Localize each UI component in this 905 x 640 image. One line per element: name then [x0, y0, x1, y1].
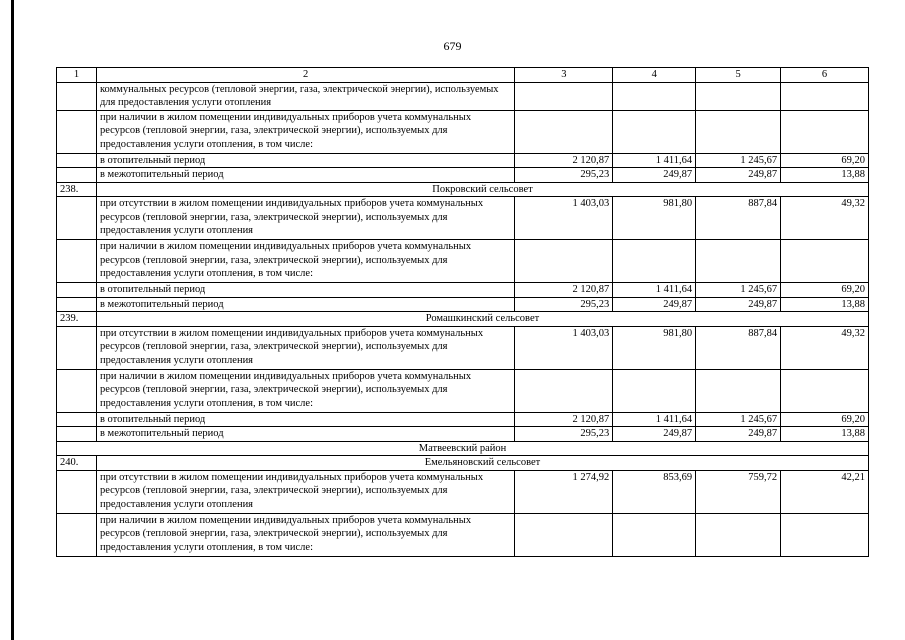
value-cell: 249,87 [613, 427, 696, 442]
value-cell [613, 513, 696, 556]
value-cell: 13,88 [781, 427, 869, 442]
value-cell: 1 411,64 [613, 153, 696, 168]
section-row [57, 312, 869, 327]
row-description: при наличии в жилом помещении индивидуальных приборов учета коммунальных ресурсов (тепловой энергии, газа, электрической энергии), используемых для предоставления услуги отопления, в том числе: [96, 369, 514, 412]
table-body [57, 82, 869, 556]
page-margin-bar [11, 0, 14, 640]
value-cell [781, 369, 869, 412]
value-cell: 1 245,67 [696, 153, 781, 168]
district-row [57, 441, 869, 456]
value-cell: 2 120,87 [515, 283, 613, 298]
value-cell: 295,23 [515, 427, 613, 442]
section-row [57, 182, 869, 197]
table-row [57, 412, 869, 427]
value-cell: 887,84 [696, 197, 781, 240]
row-number-cell [57, 412, 97, 427]
row-number-cell [57, 240, 97, 283]
value-cell: 249,87 [696, 297, 781, 312]
table-row [57, 326, 869, 369]
table-header-row [57, 68, 869, 83]
row-description: при отсутствии в жилом помещении индивидуальных приборов учета коммунальных ресурсов (тепловой энергии, газа, электрической энергии), используемых для предоставления услуги отопления [96, 197, 514, 240]
row-description: в отопительный период [96, 412, 514, 427]
page-number: 679 [443, 39, 462, 53]
table-row [57, 283, 869, 298]
row-number-cell [57, 168, 97, 183]
value-cell: 69,20 [781, 153, 869, 168]
value-cell [781, 513, 869, 556]
row-description: коммунальных ресурсов (тепловой энергии, газа, электрической энергии), используемых для предоставления услуги отопления [96, 82, 514, 110]
section-title: Емельяновский сельсовет [96, 456, 868, 471]
value-cell: 2 120,87 [515, 412, 613, 427]
section-title: Ромашкинский сельсовет [96, 312, 868, 327]
value-cell [696, 240, 781, 283]
section-number: 239. [57, 312, 97, 327]
value-cell [515, 110, 613, 153]
value-cell [515, 82, 613, 110]
value-cell: 1 274,92 [515, 470, 613, 513]
value-cell: 1 403,03 [515, 197, 613, 240]
value-cell: 981,80 [613, 326, 696, 369]
value-cell [613, 369, 696, 412]
row-number-cell [57, 369, 97, 412]
value-cell: 1 411,64 [613, 283, 696, 298]
table-row [57, 513, 869, 556]
value-cell [781, 240, 869, 283]
table-row [57, 82, 869, 110]
value-cell [613, 82, 696, 110]
row-number-cell [57, 197, 97, 240]
row-number-cell [57, 283, 97, 298]
column-header: 1 [57, 68, 97, 83]
column-header: 2 [96, 68, 514, 83]
column-header: 3 [515, 68, 613, 83]
table-row [57, 427, 869, 442]
row-description: в отопительный период [96, 283, 514, 298]
row-number-cell [57, 513, 97, 556]
row-number-cell [57, 297, 97, 312]
section-row [57, 456, 869, 471]
column-header: 4 [613, 68, 696, 83]
district-title: Матвеевский район [57, 441, 869, 456]
row-description: при наличии в жилом помещении индивидуальных приборов учета коммунальных ресурсов (тепловой энергии, газа, электрической энергии), используемых для предоставления услуги отопления, в том числе: [96, 240, 514, 283]
value-cell [613, 110, 696, 153]
value-cell: 49,32 [781, 326, 869, 369]
value-cell: 295,23 [515, 168, 613, 183]
value-cell: 1 403,03 [515, 326, 613, 369]
table-row [57, 110, 869, 153]
value-cell: 1 411,64 [613, 412, 696, 427]
value-cell: 13,88 [781, 297, 869, 312]
row-description: при наличии в жилом помещении индивидуальных приборов учета коммунальных ресурсов (тепловой энергии, газа, электрической энергии), используемых для предоставления услуги отопления, в том числе: [96, 110, 514, 153]
row-description: в межотопительный период [96, 168, 514, 183]
row-number-cell [57, 470, 97, 513]
table-row [57, 240, 869, 283]
value-cell: 249,87 [696, 427, 781, 442]
value-cell [515, 369, 613, 412]
row-description: в отопительный период [96, 153, 514, 168]
value-cell: 887,84 [696, 326, 781, 369]
row-number-cell [57, 153, 97, 168]
row-number-cell [57, 110, 97, 153]
value-cell: 759,72 [696, 470, 781, 513]
value-cell: 853,69 [613, 470, 696, 513]
row-number-cell [57, 326, 97, 369]
section-number: 240. [57, 456, 97, 471]
section-title: Покровский сельсовет [96, 182, 868, 197]
value-cell: 2 120,87 [515, 153, 613, 168]
value-cell: 249,87 [613, 297, 696, 312]
value-cell [781, 82, 869, 110]
tariff-table [56, 67, 869, 557]
row-description: при наличии в жилом помещении индивидуальных приборов учета коммунальных ресурсов (тепловой энергии, газа, электрической энергии), используемых для предоставления услуги отопления, в том числе: [96, 513, 514, 556]
value-cell [696, 513, 781, 556]
table-row [57, 168, 869, 183]
row-number-cell [57, 427, 97, 442]
value-cell: 295,23 [515, 297, 613, 312]
row-description: при отсутствии в жилом помещении индивидуальных приборов учета коммунальных ресурсов (тепловой энергии, газа, электрической энергии), используемых для предоставления услуги отопления [96, 326, 514, 369]
table-row [57, 470, 869, 513]
table-row [57, 197, 869, 240]
value-cell [696, 110, 781, 153]
row-description: при отсутствии в жилом помещении индивидуальных приборов учета коммунальных ресурсов (тепловой энергии, газа, электрической энергии), используемых для предоставления услуги отопления [96, 470, 514, 513]
value-cell: 42,21 [781, 470, 869, 513]
table-row [57, 369, 869, 412]
row-description: в межотопительный период [96, 427, 514, 442]
table-row [57, 297, 869, 312]
table-row [57, 153, 869, 168]
column-header: 5 [696, 68, 781, 83]
value-cell: 1 245,67 [696, 412, 781, 427]
value-cell: 249,87 [613, 168, 696, 183]
column-header: 6 [781, 68, 869, 83]
value-cell: 69,20 [781, 412, 869, 427]
value-cell: 1 245,67 [696, 283, 781, 298]
row-number-cell [57, 82, 97, 110]
value-cell [781, 110, 869, 153]
row-description: в межотопительный период [96, 297, 514, 312]
value-cell [696, 369, 781, 412]
value-cell: 981,80 [613, 197, 696, 240]
value-cell: 249,87 [696, 168, 781, 183]
section-number: 238. [57, 182, 97, 197]
value-cell [613, 240, 696, 283]
value-cell: 69,20 [781, 283, 869, 298]
value-cell [515, 240, 613, 283]
value-cell [696, 82, 781, 110]
value-cell: 13,88 [781, 168, 869, 183]
value-cell [515, 513, 613, 556]
value-cell: 49,32 [781, 197, 869, 240]
